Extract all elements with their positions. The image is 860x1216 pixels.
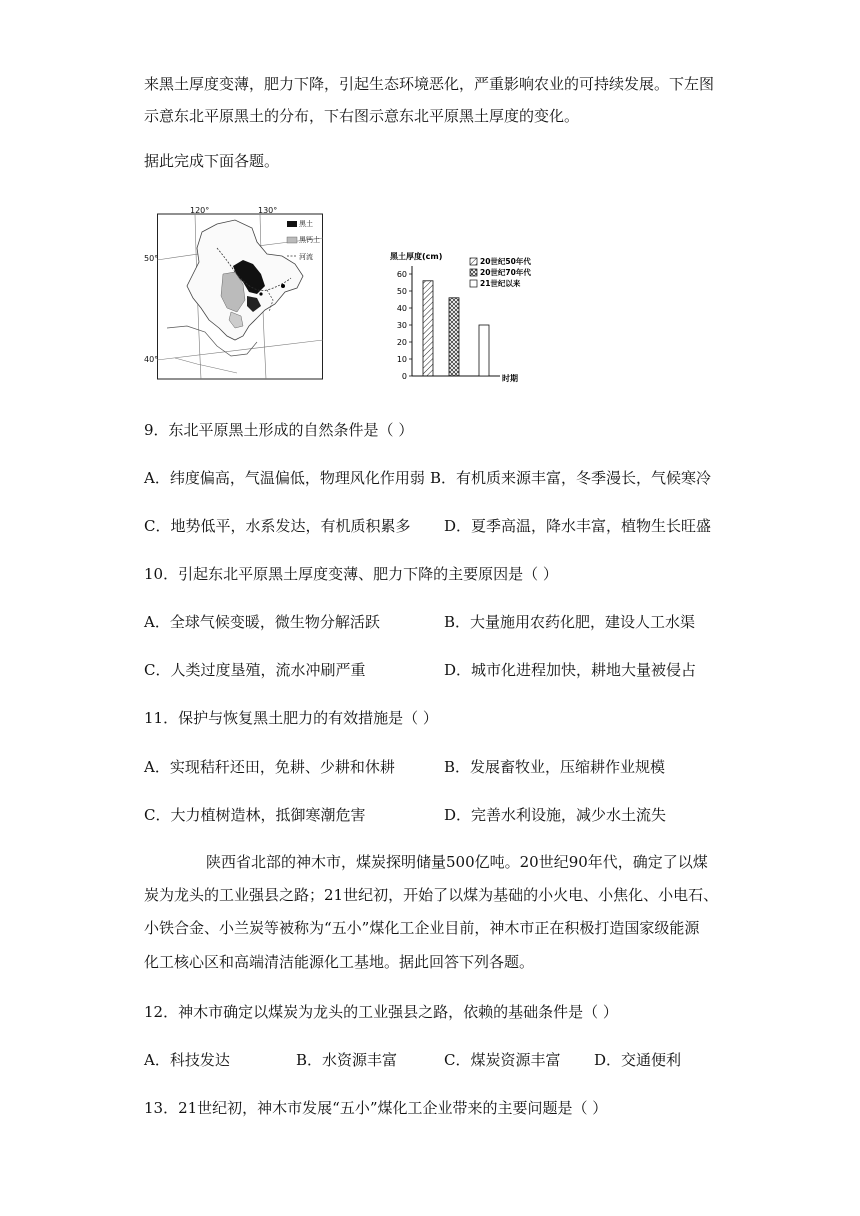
black-soil-map [157,208,323,380]
q10-option-c[interactable]: C．人类过度垦殖，流水冲刷严重 [144,661,366,679]
intro-line-3: 据此完成下面各题。 [144,152,280,170]
map-lat-label-40: 40° [144,355,159,364]
map-lat-label-50: 50° [144,254,159,263]
map-lon-label-130: 130° [258,206,278,215]
q11-option-a[interactable]: A．实现秸秆还田，免耕、少耕和休耕 [144,758,395,776]
chart-y-tick-label: 0 [401,372,407,381]
chart-legend-label-1: 20世纪50年代 [480,257,531,266]
q12-stem: 12．神木市确定以煤炭为龙头的工业强县之路，依赖的基础条件是（ ） [144,1003,618,1021]
q9-option-b[interactable]: B．有机质来源丰富，冬季漫长，气候寒冷 [430,469,712,487]
chart-legend-swatch-2 [470,269,477,276]
q10-option-a[interactable]: A．全球气候变暖，微生物分解活跃 [144,613,380,631]
q12-option-a[interactable]: A．科技发达 [144,1051,230,1069]
passage-line-4: 化工核心区和高端清洁能源化工基地。据此回答下列各题。 [144,953,535,971]
q10-option-b[interactable]: B．大量施用农药化肥，建设人工水渠 [444,613,696,631]
q11-option-c[interactable]: C．大力植树造林，抵御寒潮危害 [144,806,366,824]
passage-line-2: 炭为龙头的工业强县之路；21世纪初，开始了以煤为基础的小火电、小焦化、小电石、 [144,886,719,904]
q10-option-d[interactable]: D．城市化进程加快，耕地大量被侵占 [444,661,697,679]
q9-stem: 9．东北平原黑土形成的自然条件是（ ） [144,421,414,439]
chart-y-tick-label: 60 [396,270,407,279]
chart-y-tick-label: 10 [396,355,407,364]
intro-line-1: 来黑土厚度变薄，肥力下降，引起生态环境恶化，严重影响农业的可持续发展。下左图 [144,75,715,93]
chart-y-tick-label: 40 [396,304,407,313]
q11-option-d[interactable]: D．完善水利设施，减少水土流失 [444,806,667,824]
chart-ylabel: 黑土厚度(cm) [390,252,443,261]
chart-legend-swatch-1 [470,258,477,265]
black-soil-thickness-chart [360,250,540,385]
q11-option-b[interactable]: B．发展畜牧业，压缩耕作业规模 [444,758,666,776]
q11-stem: 11．保护与恢复黑土肥力的有效措施是（ ） [144,709,438,727]
passage-line-3: 小铁合金、小兰炭等被称为“五小”煤化工企业目前，神木市正在积极打造国家级能源 [144,919,700,937]
map-legend-black-calcic-soil: 黑钙土 [299,236,320,244]
q9-option-d[interactable]: D．夏季高温，降水丰富，植物生长旺盛 [444,517,712,535]
chart-legend-label-3: 21世纪以来 [480,279,521,288]
q12-option-c[interactable]: C．煤炭资源丰富 [444,1051,561,1069]
chart-legend-label-2: 20世纪70年代 [480,268,531,277]
q10-stem: 10．引起东北平原黑土厚度变薄、肥力下降的主要原因是（ ） [144,565,558,583]
chart-y-tick-label: 20 [396,338,407,347]
q12-option-b[interactable]: B．水资源丰富 [296,1051,398,1069]
intro-line-2: 示意东北平原黑土的分布，下右图示意东北平原黑土厚度的变化。 [144,107,580,125]
chart-bar-1 [423,281,433,376]
passage-line-1: 陕西省北部的神木市，煤炭探明储量500亿吨。20世纪90年代，确定了以煤 [206,853,708,871]
map-legend-river: 河流 [299,253,313,261]
map-lon-label-120: 120° [190,206,210,215]
chart-bar-3 [479,325,489,376]
chart-bar-2 [449,298,459,376]
map-legend-black-soil: 黑土 [299,220,313,228]
q12-option-d[interactable]: D．交通便利 [594,1051,682,1069]
chart-y-tick-label: 50 [396,287,407,296]
chart-y-tick-label: 30 [396,321,407,330]
chart-legend-swatch-3 [470,280,477,287]
q9-option-a[interactable]: A．纬度偏高，气温偏低，物理风化作用弱 [144,469,425,487]
chart-xlabel: 时期 [502,374,518,383]
q9-option-c[interactable]: C．地势低平，水系发达，有机质积累多 [144,517,411,535]
q13-stem: 13．21世纪初，神木市发展“五小”煤化工企业带来的主要问题是（ ） [144,1099,608,1117]
